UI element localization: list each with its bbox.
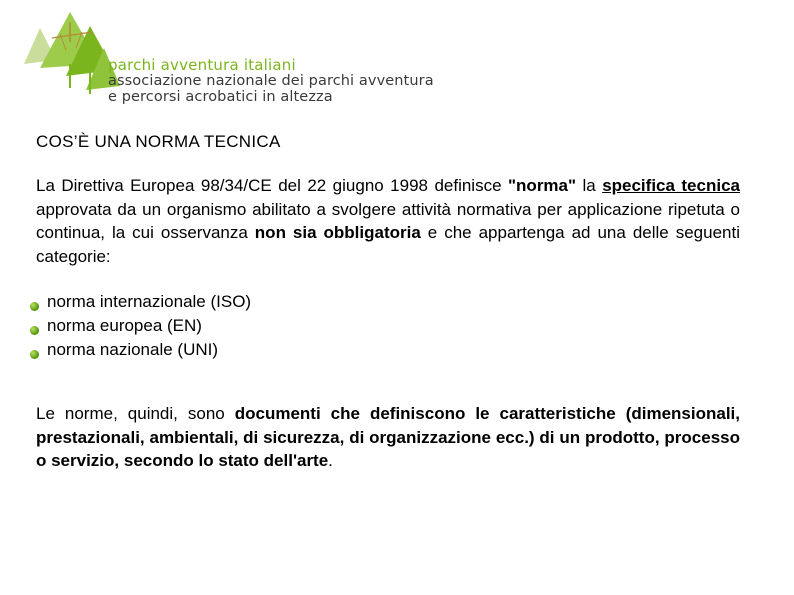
definition-bold-non-obbligatoria: non sia obbligatoria [254,223,421,242]
definition-bold-norma: "norma" [507,176,577,195]
definition-underlined-term: specifica tecnica [602,176,740,195]
bullet-icon [30,302,39,311]
list-item-label: norma internazionale (ISO) [47,292,252,311]
logo-text [108,57,434,105]
definition-text-2: la [576,176,603,195]
list-item-label: norma nazionale (UNI) [47,340,219,359]
bullet-icon [30,326,39,335]
logo-trees-icon [22,8,122,108]
summary-bold-text: documenti che definiscono le caratteristiche (dimensionali, prestazionali, ambientali, di sicurezza, di organizzazione ecc.) di un prodotto, processo o servizio, secondo lo stato dell'arte [36,404,741,470]
bullet-icon [30,350,39,359]
logo-line-2: associazione nazionale dei parchi avventura [108,73,434,89]
category-list [30,290,251,362]
summary-paragraph [36,402,740,473]
list-item [30,290,251,314]
definition-paragraph [36,174,740,268]
definition-text-4: e che appartenga ad una delle seguenti categorie: [36,223,740,266]
list-item [30,338,251,362]
definition-text-3: approvata da un organismo abilitato a svolgere attività normativa per applicazione ripetuta o continua, la cui osservanza [36,199,740,242]
logo-line-1: parchi avventura italiani [108,56,296,74]
summary-text-2: . [328,451,333,470]
definition-text-1: La Direttiva Europea 98/34/CE del 22 giugno 1998 definisce [36,176,508,195]
page-title: COS’È UNA NORMA TECNICA [36,132,281,151]
summary-text-1: Le norme, quindi, sono [36,404,235,423]
list-item-label: norma europea (EN) [47,316,202,335]
list-item [30,314,251,338]
logo-line-3: e percorsi acrobatici in altezza [108,89,333,105]
